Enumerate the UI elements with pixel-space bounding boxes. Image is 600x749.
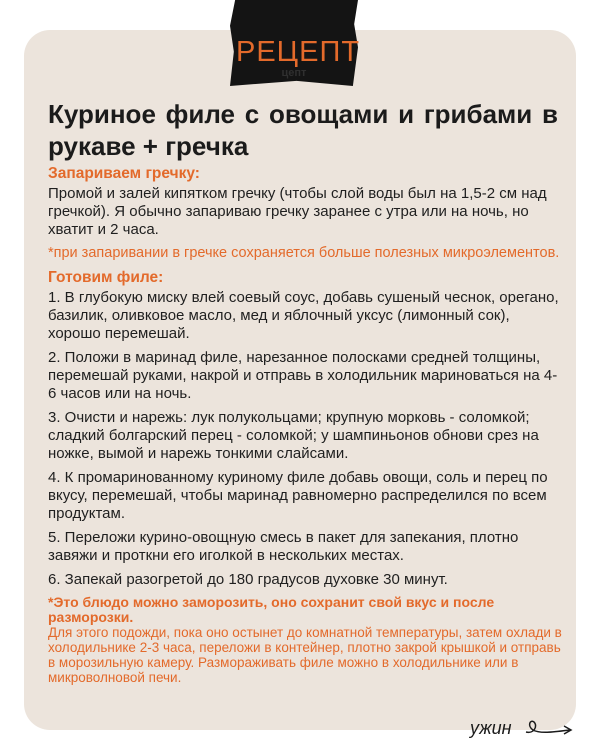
freeze-heading: *Это блюдо можно заморозить, оно сохранит свой вкус и после разморозки. xyxy=(48,594,495,625)
step-3: 3. Очисти и нарежь: лук полукольцами; крупную морковь - соломкой; сладкий болгарский перец - соломкой; у шампиньонов обнови срез на ножке, вымой и нарежь тонкими слайсами. xyxy=(48,409,539,462)
buckwheat-note: *при запаривании в гречке сохраняется больше полезных микроэлементов. xyxy=(48,245,560,261)
footer-label: ужин xyxy=(470,718,512,738)
buckwheat-heading: Запариваем гречку: xyxy=(48,165,200,182)
swirl-arrow-icon xyxy=(524,718,576,740)
step-6: 6. Запекай разогретой до 180 градусов духовке 30 минут. xyxy=(48,571,448,588)
recipe-content xyxy=(48,164,562,685)
footer-tag xyxy=(470,716,580,742)
step-4: 4. К промаринованному куриному филе добавь овощи, соль и перец по вкусу, перемешай, чтобы маринад равномерно распределился по всем продуктам. xyxy=(48,469,548,522)
badge-subtitle: цепт xyxy=(281,67,307,79)
step-1: 1. В глубокую миску влей соевый соус, добавь сушеный чеснок, орегано, базилик, оливковое масло, мед и яблочный уксус (лимонный сок), хорошо перемешай. xyxy=(48,289,559,342)
badge-title: РЕЦЕПТ xyxy=(236,36,361,68)
buckwheat-text: Промой и залей кипятком гречку (чтобы слой воды был на 1,5-2 см над гречкой). Я обычно запариваю гречку заранее с утра или на ночь, но хватит и 2 часа. xyxy=(48,185,547,238)
fillet-heading: Готовим филе: xyxy=(48,269,164,286)
recipe-title: Куриное филе с овощами и грибами в рукаве + гречка xyxy=(48,99,558,161)
step-2: 2. Положи в маринад филе, нарезанное полосками средней толщины, перемешай руками, накрой и отправь в холодильник мариноваться на 4-6 часов или на ночь. xyxy=(48,349,558,402)
step-5: 5. Переложи курино-овощную смесь в пакет для запекания, плотно завяжи и проткни его иголкой в нескольких местах. xyxy=(48,529,519,564)
freeze-text: Для этого подожди, пока оно остынет до комнатной температуры, затем охлади в холодильнике 2-3 часа, переложи в контейнер, плотно закрой крышкой и отправь в морозильную камеру. Размораживать филе можно в холодильнике или в микроволновой печи. xyxy=(48,625,562,685)
